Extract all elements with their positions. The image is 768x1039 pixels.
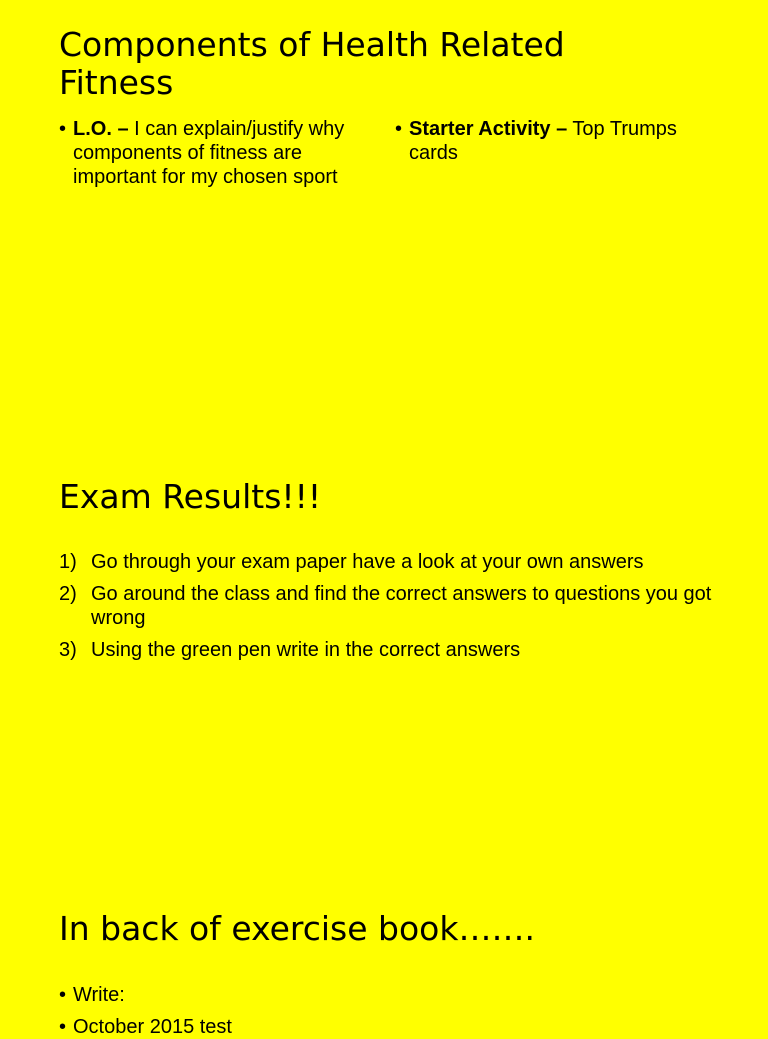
exam-step-text: Using the green pen write in the correct answers [91,639,521,661]
exercise-book-bullet [59,1015,659,1039]
exam-step-number: 3) [59,639,77,661]
learning-objective-bullet [59,117,364,189]
exam-step-item [59,550,719,574]
exercise-book-bullet [59,983,659,1007]
learning-objective-text: I can explain/justify why components of fitness are important for my chosen sport [73,118,345,188]
learning-objective-label: L.O. – [73,118,129,140]
slide-2-title: Exam Results!!! [59,477,322,516]
slide-3 [0,890,768,1038]
exam-step-number: 2) [59,583,77,605]
exercise-book-list [59,983,659,1039]
starter-activity-bullet [395,117,715,165]
learning-objective-list [59,117,364,189]
exercise-book-bullet-text: Write: [73,984,125,1006]
slide-3-title: In back of exercise book……. [59,909,535,948]
exam-step-number: 1) [59,551,77,573]
exam-step-item [59,638,719,662]
exam-step-text: Go around the class and find the correct answers to questions you got wrong [91,583,712,629]
slide-1 [0,0,768,460]
starter-activity-text: Top Trumps cards [409,118,677,164]
starter-activity-list [395,117,715,165]
exam-step-item [59,582,719,630]
starter-activity-label: Starter Activity – [409,118,568,140]
slide-2 [0,460,768,890]
exam-steps-list [59,550,719,670]
exercise-book-bullet-text: October 2015 test [73,1016,232,1038]
slide-1-title: Components of Health Related Fitness [59,25,565,102]
exam-step-text: Go through your exam paper have a look at your own answers [91,551,644,573]
